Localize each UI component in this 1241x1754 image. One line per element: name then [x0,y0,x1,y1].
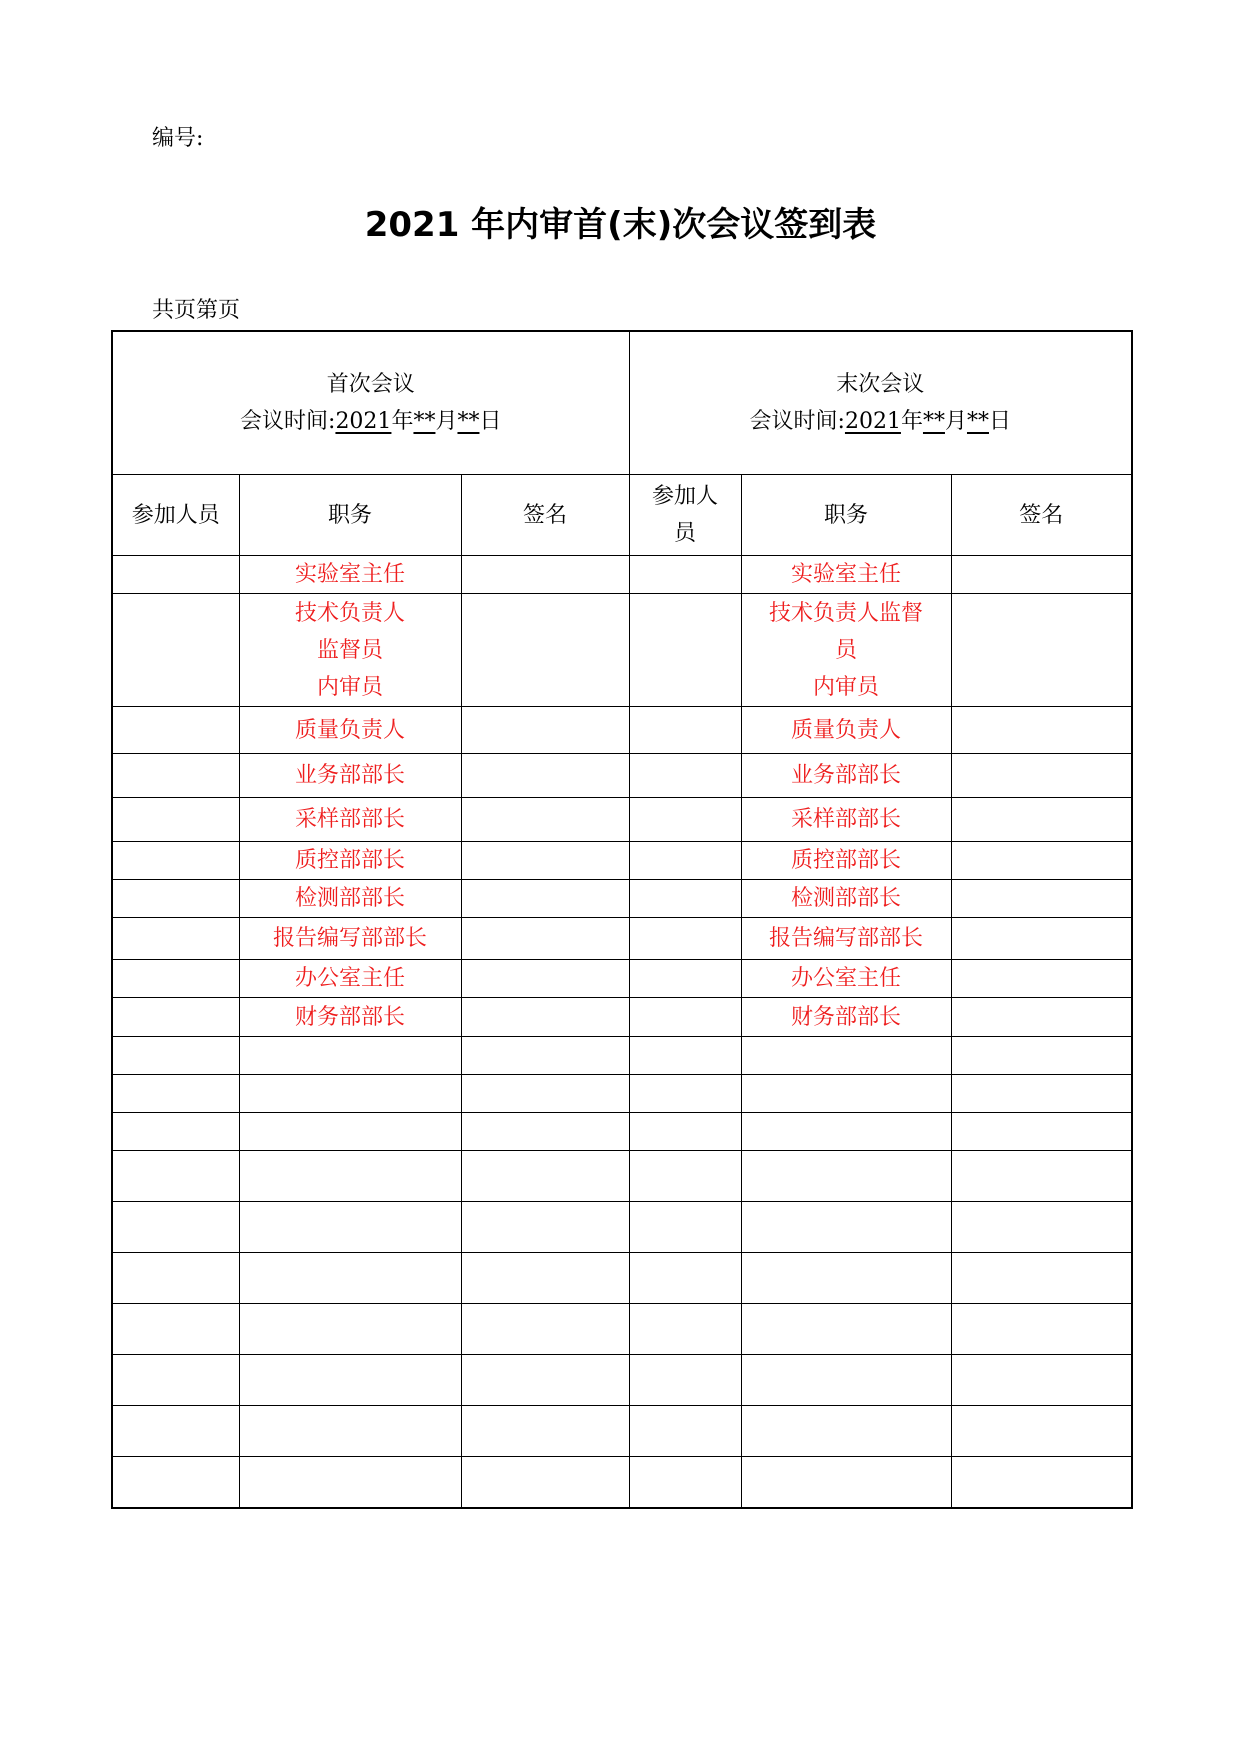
participant-cell[interactable] [629,1075,741,1113]
first-meeting-day-suffix: 日 [479,409,502,434]
signature-cell[interactable] [951,707,1132,754]
table-row [112,1304,1132,1355]
table-row [112,798,1132,842]
last-meeting-time [632,403,1130,440]
participant-cell[interactable] [629,1113,741,1151]
position-cell [741,960,951,998]
participant-cell[interactable] [112,998,239,1037]
last-meeting-month-suffix: 月 [944,409,967,434]
position-cell[interactable] [741,1355,951,1406]
participant-cell[interactable] [112,842,239,880]
participant-cell[interactable] [629,556,741,594]
position-text: 办公室主任 [294,966,405,991]
signature-cell[interactable] [951,960,1132,998]
first-meeting-month: ** [413,409,436,434]
position-text: 监督员 [316,637,383,663]
sign-in-table [111,330,1133,1509]
position-cell [239,960,461,998]
participant-cell[interactable] [112,960,239,998]
signature-cell[interactable] [461,1355,629,1406]
position-cell [239,754,461,798]
signature-cell[interactable] [461,1253,629,1304]
position-cell[interactable] [741,1113,951,1151]
right-position-header: 职务 [741,475,951,556]
first-meeting-time [115,403,627,440]
document-title: 2021 年内审首(末)次会议签到表 [364,205,877,245]
position-cell [741,594,951,707]
position-cell [239,707,461,754]
participant-cell[interactable] [629,798,741,842]
position-cell [239,798,461,842]
position-cell [741,556,951,594]
participant-cell[interactable] [112,1202,239,1253]
position-cell[interactable] [239,1406,461,1457]
position-text: 报告编写部部长 [769,926,924,951]
page-count-label: 共页第页 [152,298,241,323]
left-position-header: 职务 [239,475,461,556]
first-meeting-header [112,331,629,475]
position-text: 检测部部长 [791,886,902,911]
last-meeting-name: 末次会议 [836,372,925,397]
table-row [112,918,1132,960]
right-participant-header-line1: 参加人 [652,484,719,509]
table-row [112,1355,1132,1406]
signature-cell[interactable] [461,1151,629,1202]
participant-cell[interactable] [112,1355,239,1406]
signature-cell[interactable] [951,1202,1132,1253]
position-cell [239,842,461,880]
position-cell[interactable] [239,1113,461,1151]
participant-cell[interactable] [112,707,239,754]
table-row [112,1406,1132,1457]
signature-cell[interactable] [461,998,629,1037]
signature-cell[interactable] [951,998,1132,1037]
table-row [112,754,1132,798]
participant-cell[interactable] [629,880,741,918]
position-cell [741,842,951,880]
signature-cell[interactable] [461,918,629,960]
table-row [112,1457,1132,1508]
participant-cell[interactable] [629,918,741,960]
participant-cell[interactable] [629,1304,741,1355]
position-text: 办公室主任 [791,966,902,991]
participant-cell[interactable] [112,594,239,707]
position-cell[interactable] [239,1037,461,1075]
table-row [112,1253,1132,1304]
signature-cell[interactable] [951,842,1132,880]
position-cell[interactable] [741,1457,951,1508]
participant-cell[interactable] [112,556,239,594]
position-text: 内审员 [316,674,383,700]
signature-cell[interactable] [951,1406,1132,1457]
participant-cell[interactable] [629,1355,741,1406]
last-meeting-month: ** [922,409,945,434]
participant-cell[interactable] [112,1113,239,1151]
position-cell [741,998,951,1037]
signature-cell[interactable] [461,1202,629,1253]
position-cell[interactable] [741,1304,951,1355]
participant-cell[interactable] [112,1457,239,1508]
participant-cell[interactable] [112,1304,239,1355]
first-meeting-month-suffix: 月 [435,409,458,434]
signature-cell[interactable] [951,798,1132,842]
last-meeting-year-suffix: 年 [900,409,923,434]
position-cell[interactable] [239,1075,461,1113]
position-text: 质控部部长 [791,848,902,873]
participant-cell[interactable] [629,1202,741,1253]
left-signature-header: 签名 [461,475,629,556]
signature-cell[interactable] [951,1304,1132,1355]
participant-cell[interactable] [112,754,239,798]
position-text: 实验室主任 [294,562,405,587]
position-cell [239,998,461,1037]
participant-cell[interactable] [112,1151,239,1202]
signature-cell[interactable] [951,918,1132,960]
participant-cell[interactable] [112,1253,239,1304]
position-cell [239,880,461,918]
participant-cell[interactable] [112,1075,239,1113]
position-text: 业务部部长 [791,763,902,788]
participant-cell[interactable] [112,1037,239,1075]
sign-in-table-body [112,331,1132,1508]
position-cell[interactable] [239,1457,461,1508]
signature-cell[interactable] [951,1151,1132,1202]
position-text: 质量负责人 [294,717,405,743]
participant-cell[interactable] [629,1253,741,1304]
signature-cell[interactable] [461,1406,629,1457]
position-cell [239,918,461,960]
position-cell[interactable] [239,1202,461,1253]
last-meeting-header [629,331,1132,475]
signature-cell[interactable] [461,1075,629,1113]
table-row [112,1075,1132,1113]
left-participant-header: 参加人员 [112,475,239,556]
participant-cell[interactable] [629,960,741,998]
position-text: 技术负责人 [294,600,405,626]
participant-cell[interactable] [629,754,741,798]
last-meeting-time-label: 会议时间: [749,409,845,434]
position-text: 财务部部长 [294,1004,405,1030]
signature-cell[interactable] [461,880,629,918]
signature-cell[interactable] [461,1304,629,1355]
signature-cell[interactable] [461,798,629,842]
position-cell [741,918,951,960]
position-cell [741,754,951,798]
position-text: 采样部部长 [791,807,902,832]
position-cell[interactable] [239,1304,461,1355]
participant-cell[interactable] [629,707,741,754]
position-cell[interactable] [239,1253,461,1304]
signature-cell[interactable] [951,594,1132,707]
participant-cell[interactable] [112,1406,239,1457]
signature-cell[interactable] [461,1457,629,1508]
position-cell [741,798,951,842]
position-text: 技术负责人监督 [769,600,924,626]
position-text: 员 [835,637,858,663]
table-row [112,1113,1132,1151]
table-row [112,594,1132,707]
participant-cell[interactable] [629,1151,741,1202]
position-cell[interactable] [239,1355,461,1406]
right-participant-header-line2: 员 [674,521,697,546]
position-cell[interactable] [741,1075,951,1113]
signature-cell[interactable] [951,1037,1132,1075]
participant-cell[interactable] [629,842,741,880]
position-text: 报告编写部部长 [272,926,427,951]
position-text: 业务部部长 [294,763,405,788]
position-text: 质控部部长 [294,848,405,873]
position-cell[interactable] [741,1151,951,1202]
position-cell [741,707,951,754]
first-meeting-time-label: 会议时间: [240,409,336,434]
right-participant-header [629,475,741,556]
last-meeting-day: ** [966,409,989,434]
signature-cell[interactable] [951,1253,1132,1304]
signature-cell[interactable] [461,960,629,998]
participant-cell[interactable] [629,1406,741,1457]
signature-cell[interactable] [951,754,1132,798]
signature-cell[interactable] [951,1355,1132,1406]
position-text: 实验室主任 [791,562,902,587]
table-row [112,880,1132,918]
participant-cell[interactable] [112,918,239,960]
participant-cell[interactable] [112,880,239,918]
participant-cell[interactable] [629,594,741,707]
signature-cell[interactable] [951,1113,1132,1151]
signature-cell[interactable] [951,880,1132,918]
signature-cell[interactable] [951,556,1132,594]
first-meeting-day: ** [457,409,480,434]
participant-cell[interactable] [629,998,741,1037]
signature-cell[interactable] [461,842,629,880]
signature-cell[interactable] [461,594,629,707]
signature-cell[interactable] [461,1037,629,1075]
table-row [112,556,1132,594]
column-header-row [112,475,1132,556]
table-row [112,1037,1132,1075]
last-meeting-day-suffix: 日 [988,409,1011,434]
signature-cell[interactable] [461,556,629,594]
first-meeting-year: 2021 [335,409,392,434]
position-cell [741,880,951,918]
signature-cell[interactable] [461,754,629,798]
signature-cell[interactable] [461,1113,629,1151]
signature-cell[interactable] [461,707,629,754]
position-text: 检测部部长 [294,886,405,911]
position-cell [239,556,461,594]
signature-cell[interactable] [951,1457,1132,1508]
table-row [112,998,1132,1037]
signature-cell[interactable] [951,1075,1132,1113]
table-row [112,842,1132,880]
meeting-header-row [112,331,1132,475]
position-cell[interactable] [239,1151,461,1202]
position-cell [239,594,461,707]
position-text: 质量负责人 [791,717,902,743]
position-cell[interactable] [741,1202,951,1253]
table-row [112,707,1132,754]
table-row [112,1151,1132,1202]
position-cell[interactable] [741,1253,951,1304]
table-row [112,1202,1132,1253]
participant-cell[interactable] [629,1037,741,1075]
position-text: 内审员 [813,674,880,700]
serial-number-label: 编号: [152,126,204,151]
participant-cell[interactable] [629,1457,741,1508]
position-cell[interactable] [741,1406,951,1457]
first-meeting-name: 首次会议 [326,372,415,397]
position-text: 采样部部长 [294,807,405,832]
position-text: 财务部部长 [791,1004,902,1030]
right-signature-header: 签名 [951,475,1132,556]
first-meeting-year-suffix: 年 [391,409,414,434]
table-row [112,960,1132,998]
position-cell[interactable] [741,1037,951,1075]
participant-cell[interactable] [112,798,239,842]
last-meeting-year: 2021 [844,409,901,434]
